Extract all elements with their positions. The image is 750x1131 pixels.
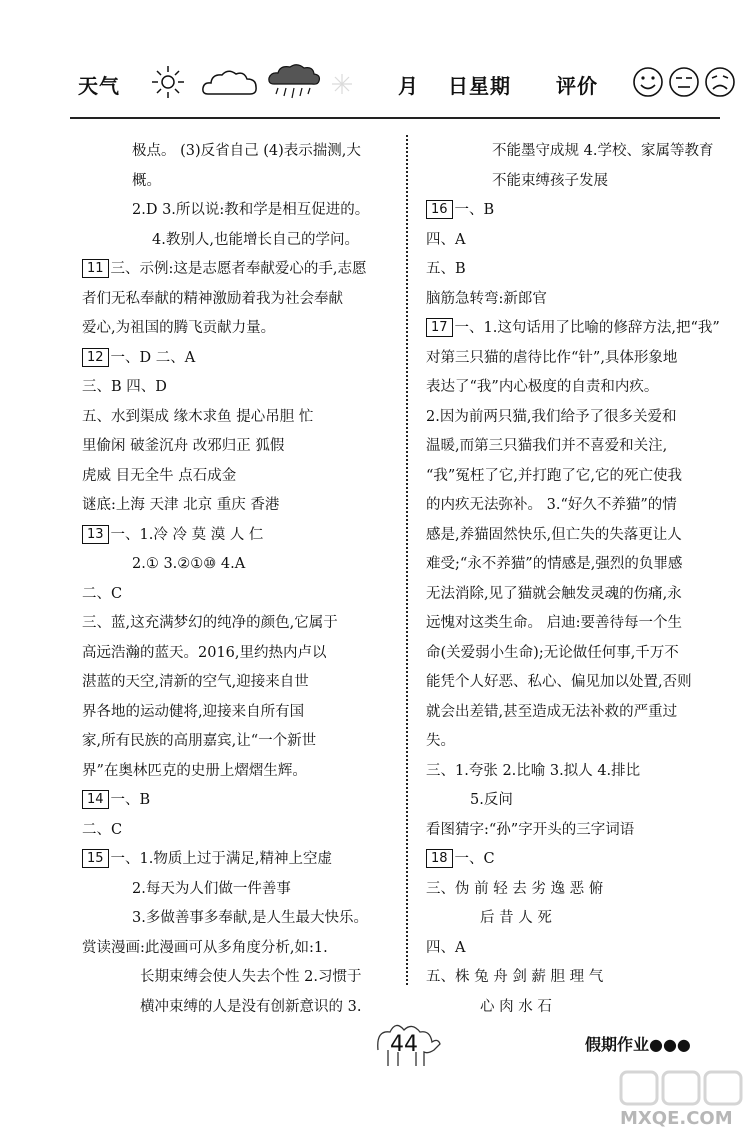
answer-line: 不能墨守成规 4.学校、家属等教育	[492, 143, 714, 159]
answer-line: 2.每天为人们做一件善事	[132, 880, 291, 897]
question-number-box: 15	[82, 849, 109, 868]
answer-line: 谜底:上海 天津 北京 重庆 香港	[82, 497, 280, 513]
answer-line: 失。	[426, 733, 455, 749]
answer-line: 界”在奥林匹克的史册上熠熠生辉。	[82, 762, 307, 779]
header-rule	[70, 117, 720, 119]
left-column	[82, 137, 402, 1022]
day-week-label: 日星期	[448, 74, 511, 98]
cloud-icon	[200, 66, 260, 100]
answer-line: 二、C	[82, 821, 123, 838]
answer-line: 五、B	[426, 261, 466, 277]
answer-line: 2.D 3.所以说:教和学是相互促进的。	[132, 202, 370, 218]
answer-line: 12 一、D 二、A	[82, 344, 402, 374]
answer-line: 16 一、B	[426, 196, 742, 226]
rain-cloud-icon	[266, 62, 322, 106]
answer-line: 长期束缚会使人失去个性 2.习惯于	[140, 969, 362, 985]
answer-line: 18 一、C	[426, 845, 742, 875]
page-header	[0, 0, 750, 118]
answer-line: 14 一、B	[82, 786, 402, 816]
rating-label: 评价	[556, 74, 598, 98]
answer-line: 2.因为前两只猫,我们给予了很多关爱和	[426, 408, 677, 425]
answer-line: 家,所有民族的高朋嘉宾,让“一个新世	[82, 733, 317, 749]
answer-line: 概。	[132, 172, 161, 189]
answer-line: 虎威 目无全牛 点石成金	[82, 467, 237, 484]
answer-line: 爱心,为祖国的腾飞贡献力量。	[82, 320, 276, 336]
answer-line: 15 一、1.物质上过于满足,精神上空虚	[82, 845, 402, 875]
answer-line: 表达了“我”内心极度的自责和内疚。	[426, 379, 659, 395]
watermark-text: MXQE.COM	[620, 1108, 733, 1129]
answer-line: 三、伪 前 轻 去 劣 逸 恶 俯	[426, 880, 604, 897]
answer-line: 四、A	[426, 939, 466, 956]
answer-line: 脑筋急转弯:新郎官	[426, 290, 547, 307]
answer-line: 能凭个人好恶、私心、偏见加以处置,否则	[426, 674, 692, 690]
answer-line: 17 一、1.这句话用了比喻的修辞方法,把“我”	[426, 314, 742, 344]
answer-line: 心 肉 水 石	[480, 998, 552, 1015]
answer-line: 看图猜字:“孙”字开头的三字词语	[426, 821, 635, 838]
answer-line: 就会出差错,甚至造成无法补救的严重过	[426, 703, 678, 720]
question-number-box: 17	[426, 318, 453, 337]
answer-line: 五、水到渠成 缘木求鱼 提心吊胆 忙	[82, 408, 314, 425]
smile-face-icon	[632, 66, 664, 98]
answer-line: 11 三、示例:这是志愿者奉献爱心的手,志愿	[82, 255, 402, 285]
answer-line: 界各地的运动健将,迎接来自所有国	[82, 703, 305, 720]
answer-line: 5.反问	[470, 792, 513, 808]
answer-line: 二、C	[82, 585, 123, 602]
series-label: 假期作业●●●	[585, 1035, 691, 1054]
answer-line: 3.多做善事多奉献,是人生最大快乐。	[132, 910, 368, 926]
answer-line: 远愧对这类生命。 启迪:要善待每一个生	[426, 615, 682, 631]
neutral-face-icon	[668, 66, 700, 98]
answer-line: 高远浩瀚的蓝天。2016,里约热内卢以	[82, 644, 327, 661]
answer-line: 难受;“永不养猫”的情感是,强烈的负罪感	[426, 556, 683, 572]
question-number-box: 18	[426, 849, 453, 868]
answer-line: 4.教别人,也能增长自己的学问。	[152, 231, 359, 248]
question-number-box: 16	[426, 200, 453, 219]
answer-line: 四、A	[426, 231, 466, 248]
answer-line: 里偷闲 破釜沉舟 改邪归正 狐假	[82, 438, 285, 454]
answer-line: 三、蓝,这充满梦幻的纯净的颜色,它属于	[82, 615, 338, 631]
question-number-box: 11	[82, 259, 109, 278]
answer-line: 对第三只猫的虐待比作“针”,具体形象地	[426, 349, 678, 366]
answer-line: 不能束缚孩子发展	[492, 172, 608, 189]
answer-line: 极点。 (3)反省自己 (4)表示揣测,大	[132, 143, 361, 159]
answer-line: 无法消除,见了猫就会触发灵魂的伤痛,永	[426, 585, 682, 602]
answer-line: 感是,养猫固然快乐,但亡失的失落更让人	[426, 526, 682, 543]
right-column	[426, 137, 742, 1022]
answer-line: 五、株 兔 舟 剑 薪 胆 理 气	[426, 969, 604, 985]
answer-line: 三、B 四、D	[82, 379, 167, 395]
answer-line: 湛蓝的天空,清新的空气,迎接来自世	[82, 674, 309, 690]
answer-line: 三、1.夸张 2.比喻 3.拟人 4.排比	[426, 762, 641, 779]
answer-line: 温暖,而第三只猫我们并不喜爱和关注,	[426, 438, 668, 454]
answer-line: 的内疚无法弥补。 3.“好久不养猫”的情	[426, 497, 677, 513]
month-label: 月	[398, 74, 419, 98]
question-number-box: 12	[82, 348, 109, 367]
answer-line: “我”冤枉了它,并打跑了它,它的死亡使我	[426, 467, 683, 484]
answer-line: 13 一、1.冷 冷 莫 漠 人 仁	[82, 521, 402, 551]
answer-line: 后 昔 人 死	[480, 910, 552, 926]
answer-line: 命(关爱弱小生命);无论做任何事,千万不	[426, 644, 679, 661]
question-number-box: 14	[82, 790, 109, 809]
column-divider	[406, 135, 408, 985]
page-number: 44	[390, 1032, 418, 1057]
answer-line: 横冲束缚的人是没有创新意识的 3.	[140, 998, 362, 1015]
answer-line: 2.① 3.②①⑩ 4.A	[132, 556, 246, 572]
question-number-box: 13	[82, 525, 109, 544]
snow-icon	[330, 72, 354, 96]
sad-face-icon	[704, 66, 736, 98]
answer-line: 赏读漫画:此漫画可从多角度分析,如:1.	[82, 939, 328, 956]
sun-icon	[150, 64, 186, 100]
weather-label: 天气	[78, 74, 120, 98]
answer-line: 者们无私奉献的精神激励着我为社会奉献	[82, 290, 343, 307]
